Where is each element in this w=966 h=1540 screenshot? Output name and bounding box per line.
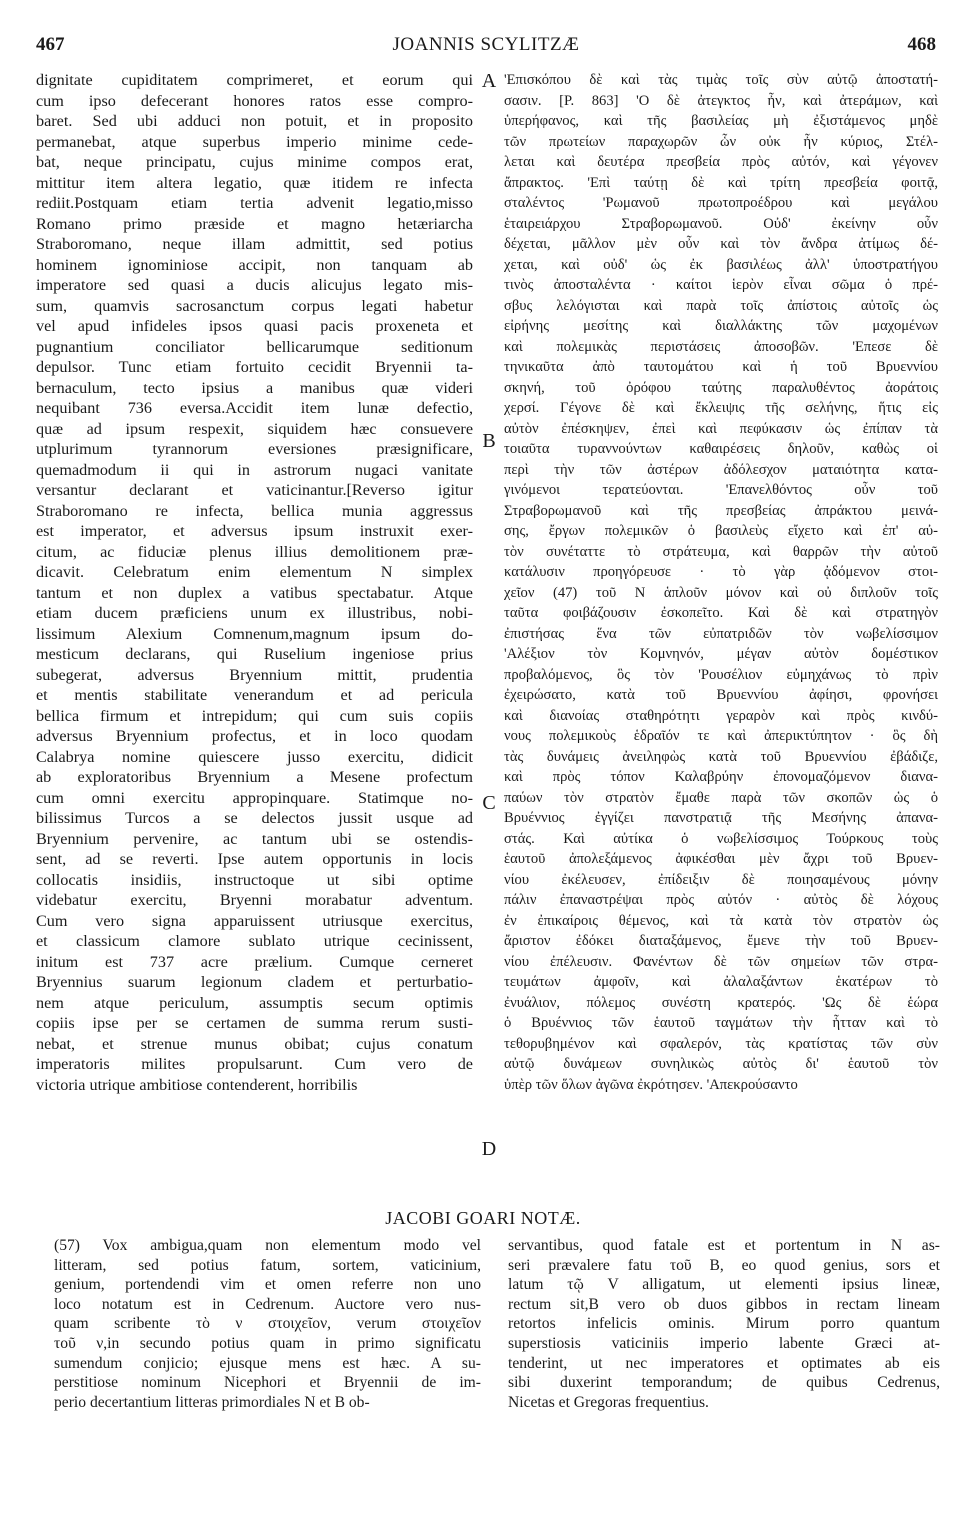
greek-text-line: εἰρήνης μεσίτης καὶ διαλλάκτης τῶν μαχομένων	[504, 318, 938, 334]
latin-text-line: bat, neque principatu, cujus minime compos erat,	[36, 153, 473, 171]
latin-text-line: subegerat, adversus Bryennium mittit, prudentia	[36, 665, 473, 684]
note-text-line: litteram, sed potius fatum, sortem, vaticinium,	[54, 1256, 481, 1274]
margin-letter-c: C	[482, 792, 496, 814]
greek-text-line: χεται, καὶ οὐδ' ὡς ἐκ βασιλέως ἀλλ' ὑποστρατήγου	[504, 256, 938, 273]
note-text-line: rectum sit,B vero ob duos gibbos in rectam lineam	[508, 1295, 940, 1313]
latin-text-line: Calabrya nomine quiescere jusso exercitu, didicit	[36, 747, 473, 766]
greek-text-line: αὐτὸν ἐπέσκηψεν, ἐπεὶ καὶ πεφύκασιν ὡς ἐπίπαν τὰ	[504, 420, 938, 437]
latin-text-line: initum est 737 acre prælium. Cumque cerneret	[36, 952, 473, 971]
greek-text-line: κατάλυσιν προηγόρευσε · τὸ γὰρ ᾀδόμενον στοι-	[504, 564, 938, 580]
latin-text-line: quæ ad ipsum respexit, siquidem hæc consuevere	[36, 419, 473, 438]
latin-text-line: sum, quamvis sacrosanctum corpus legati habetur	[36, 296, 473, 315]
latin-text-line: adversus Bryennium profectus, et in loco quodam	[36, 727, 473, 745]
greek-text-line: σης, ἔργων πολεμικῶν ὁ βασιλεὺς εἴχετο καὶ ἐπ' αὐ-	[504, 523, 938, 539]
greek-text-line: τὰς δυνάμεις ἀνειληφὼς κατὰ τοῦ Βρυεννίου ἐβάδιζε,	[504, 748, 938, 765]
note-text-line: sumendum conjicio; ejusque mens est hæc. A su-	[54, 1354, 481, 1372]
greek-text-line: τηνικαῦτα ἀπὸ ταυτομάτου καὶ ἡ τοῦ Βρυεννίου	[504, 359, 938, 375]
latin-text-line: nequibant 736 eversa.Accidit item lunæ defectio,	[36, 399, 473, 417]
greek-text-line: νίου ἐκέλευσεν, ἐπίδειξιν δὲ ποιησαμένους μόνην	[504, 871, 938, 888]
latin-text-line: et classicum clamore sublato utrique cecinissent,	[36, 932, 473, 950]
latin-text-line: dignitate cupiditatem comprimeret, et eorum qui	[36, 71, 473, 89]
latin-text-line: permanebat, atque superbus imperio minime cede-	[36, 132, 473, 151]
latin-text-line: Bryennius suarum legionum cladem et perturbatio-	[36, 973, 473, 991]
greek-text-line: σταλέντος 'Ρωμανοῦ πρωτοπροέδρου καὶ μεγάλου	[504, 195, 938, 211]
latin-text-line: etiam ducem præficiens unum ex illustribus, nobi-	[36, 604, 473, 622]
latin-text-line: tantum et non duplex a vatibus spectabatur. Atque	[36, 583, 473, 602]
greek-text-line: τὸν συνέταττε τὸ στράτευμα, καὶ θαρρῶν τὴν αὐτοῦ	[504, 543, 938, 560]
latin-text-line: cum ipso defecerant honores ratos esse compro-	[36, 91, 473, 110]
latin-text-line: mittitur item altera legatio, quæ itidem re infecta	[36, 173, 473, 192]
greek-text-line: καὶ πολεμικὰς περιστάσεις ἀποσοβῶν. 'Επεσε δὲ	[504, 338, 938, 355]
note-text-line: perstitiose nominum Nicephori et Bryennii de im-	[54, 1374, 481, 1392]
greek-text-line: τινὸς ἀποσταλέντα · καίτοι ἱερὸν εἶναι σῶμα ὁ πρέ-	[504, 277, 938, 293]
latin-text-line: victoria utrique ambitiose contenderent, horribilis	[36, 1075, 358, 1094]
greek-text-line: νους πολεμικοὺς ἑδραῖόν τε καὶ ἀπερικτύπητον · ὃς δὴ	[504, 728, 938, 744]
greek-text-line: πάλιν ἐπαναστρέψαι πρὸς αὐτόν · αὐτὸς δὲ λόχους	[504, 892, 938, 908]
margin-letter-d: D	[481, 1138, 497, 1160]
latin-text-line: Straboromano, neque illam admittit, sed potius	[36, 235, 473, 253]
latin-text-line: copiis ipse per se certamen de summa rerum susti-	[36, 1014, 473, 1032]
latin-text-line: citum, ac fiduciæ plenus illius demolitionem præ-	[36, 542, 473, 561]
note-text-line: seri prævalere fatu τοῦ Β, eo quod genius, sors et	[508, 1256, 940, 1274]
latin-text-line: rediit.Postquam etiam tertia advenit legatio,misso	[36, 194, 473, 212]
greek-text-line: γινόμενοι τερατεύονται. 'Επανελθόντος οὖν τοῦ	[504, 482, 938, 498]
latin-column	[36, 70, 473, 1095]
latin-text-line: Straboromano re infecta, bellica munia aggressus	[36, 501, 473, 520]
notes-left-column	[54, 1236, 481, 1412]
greek-text-line: 'Επισκόπου δὲ καὶ τὰς τιμὰς τοῖς σὺν αὐτῷ ἀποστατή-	[504, 72, 938, 88]
latin-text-line: nebat, et strenue munus obibat; cujus conatum	[36, 1034, 473, 1053]
note-text-line: latum τῷ V alligatum, ut elementi ipsius lineæ,	[508, 1276, 940, 1294]
notes-right-column	[508, 1236, 940, 1412]
greek-text-line: δέχεται, μᾶλλον μὲν οὖν καὶ τὸν ἄνδρα ἀτίμως δέ-	[504, 236, 938, 252]
notes-title: JACOBI GOARI NOTÆ.	[385, 1208, 581, 1228]
greek-text-line: χερσί. Γέγονε δὲ καὶ ἔκλειψις τῆς σελήνης, ἥτις εἰς	[504, 400, 938, 416]
running-title: JOANNIS SCYLITZÆ	[392, 34, 580, 55]
note-text-line: τοῦ ν,in secundo potius quam in primo significatu	[54, 1334, 481, 1352]
greek-text-line: Βρυέννιος ἐγγίζει πανστρατιᾷ τῆς Μεσήνης ἀπανα-	[504, 810, 938, 826]
latin-text-line: nem atque periculum, assumptis secum optimis	[36, 993, 473, 1012]
greek-text-line: σβυς λελόγισται καὶ παρὰ τοῖς ἀπίστοις αὐτοῖς ὡς	[504, 297, 938, 314]
latin-text-line: quemadmodum ii qui in astrorum nugaci vanitate	[36, 460, 473, 479]
note-text-line: retortos infelicis ominis. Mirum porro quantum	[508, 1315, 940, 1333]
greek-text-line: παύων τὸν στρατὸν ἔμαθε παρὰ τῶν σκοπῶν ὡς ὁ	[504, 789, 938, 806]
note-text-line: tenderint, ut nec imperatores et optimates ab eis	[508, 1354, 940, 1372]
note-text-line: sibi duxerint temporandum; de quibus Cedrenus,	[508, 1374, 940, 1392]
note-text-line: servantibus, quod fatale est et portentum in N as-	[508, 1237, 940, 1254]
greek-text-line: σκηνή, τοῦ ὀρόφου ταύτης παραλυθέντος ἀοράτοις	[504, 379, 938, 396]
margin-letter-b: B	[482, 430, 496, 452]
greek-text-line: χεῖον (47) τοῦ Ν ἁπλοῦν μόνον καὶ οὐ διπλοῦν τοῖς	[504, 584, 938, 601]
latin-text-line: bilissimus Turcos a se delectos jussit usque ad	[36, 809, 473, 827]
greek-text-line: 'Αλέξιον τὸν Κομνηνόν, μέγαν αὐτὸν δομέστικον	[504, 646, 938, 662]
greek-text-line: τεθορυβημένον καὶ σφαλερόν, τὰς κρατίστας τῶν σὺν	[504, 1035, 938, 1052]
note-text-line: loco notatum est in Cedrenum. Auctore vero nus-	[54, 1295, 481, 1313]
greek-text-line: ἄριστον ἐδόκει διαταξάμενος, ἔμενε τὴν τοῦ Βρυεν-	[504, 933, 938, 949]
margin-letter-a: A	[481, 70, 497, 92]
greek-text-line: ταῦτα φοιβάζουσιν ἐσκοπεῖτο. Καὶ δὲ καὶ στρατηγὸν	[504, 605, 938, 621]
greek-text-line: ἑταιρειάρχου Στραβορωμανοῦ. Οὐδ' ἐκείνην οὖν	[504, 215, 938, 232]
latin-text-line: hominem ignominiose accipit, non tanquam ab	[36, 255, 473, 274]
greek-text-line: ὑπὲρ τῶν ὅλων ἀγῶνα ἐκρότησεν. 'Απεκρούσαντο	[504, 1076, 798, 1093]
greek-text-line: ὁ Βρυέννιος τῶν ἑαυτοῦ ταγμάτων τὴν ἧτταν καὶ τὸ	[504, 1015, 938, 1031]
greek-text-line: ἑαυτοῦ ἀπολεξάμενος ἀφικέσθαι μὲν ἄχρι τοῦ Βρυεν-	[504, 851, 938, 867]
latin-text-line: mesticum declarans, qui Ruselium ingeniose prius	[36, 645, 473, 663]
greek-text-line: στάς. Καὶ αὐτίκα ὁ νωβελίσσιμος Τούρκους τοὺς	[504, 830, 938, 847]
greek-text-line: τοιαῦτα τυραννούντων καθαιρέσεις δηλοῦν, καθὼς οἱ	[504, 441, 938, 457]
greek-text-line: αὐτῷ δυνάμεων συνηλικὼς αὐτὸς δι' ἑαυτοῦ τὸν	[504, 1056, 938, 1072]
greek-text-line: ἐνυάλιον, πόλεμος συνέστη κρατερός. 'Ως δὲ ἑώρα	[504, 994, 938, 1011]
greek-text-line: ἐπιστήσας ἕνα τῶν εὐπατριδῶν τὸν νωβελίσσιμον	[504, 625, 938, 642]
greek-text-line: Στραβορωμανοῦ καὶ τῆς πρεσβείας ἀπράκτου μεινά-	[504, 502, 938, 519]
latin-text-line: Cum vero signa apparuissent utriusque exercitus,	[36, 911, 473, 930]
latin-text-line: bernaculum, tecto ipsius a manibus quæ videri	[36, 378, 473, 397]
greek-text-line: ὑπερήφανος, καὶ τῆς βασιλείας μὴ ἐξιστάμενος μηδὲ	[504, 113, 938, 129]
greek-text-line: σασιν. [P. 863] 'Ο δὲ ἀτεγκτος ἦν, καὶ ἀτεράμων, καὶ	[504, 92, 938, 109]
latin-text-line: pugnantium conciliator bellicarumque seditionum	[36, 337, 473, 356]
latin-text-line: depulsor. Tunc etiam fortuito cecidit Bryennii ta-	[36, 358, 473, 376]
latin-text-line: ab exploratoribus Bryennium a Mesene profectum	[36, 768, 473, 786]
greek-text-line: τευμάτων ἀμφοῖν, καὶ ἀλαλαξάντων ἑκατέρων τὸ	[504, 974, 938, 990]
latin-text-line: imperatoris milites propulsarunt. Cum vero de	[36, 1055, 473, 1073]
latin-text-line: est imperator, et adversus ipsum instruxit exer-	[36, 522, 473, 540]
greek-text-line: καὶ διανοίας σταθηρότητι γεραρὸν καὶ πρὸς κινδύ-	[504, 707, 938, 724]
latin-text-line: bellica firmum et intrepidum; qui cum suis copiis	[36, 706, 473, 725]
latin-text-line: lissimum Alexium Comnenum,magnum ipsum do-	[36, 624, 473, 643]
latin-text-line: collocatis insidiis, instructoque ut sibi optime	[36, 870, 473, 889]
latin-text-line: versantur declarant et vaticinantur.[Reverso igitur	[36, 481, 473, 499]
latin-text-line: Bryennium pervenire, ac tantum ubi se ostendis-	[36, 829, 473, 848]
latin-text-line: sent, ad se reverti. Ipse autem opportunis in locis	[36, 850, 473, 868]
note-text-line: genium, portendendi vim et omen referre non uno	[54, 1276, 481, 1294]
note-text-line: (57) Vox ambigua,quam non elementum modo vel	[54, 1237, 481, 1254]
latin-text-line: cum omni exercitu appropinquare. Statimque no-	[36, 788, 473, 807]
note-text-line: perio decertantium litteras primordiales N et B ob-	[54, 1393, 370, 1411]
greek-text-line: περὶ τὴν τῶν ἀστέρων ἀδόλεσχον ματαιότητα κατα-	[504, 461, 938, 478]
latin-text-line: dicavit. Celebratum enim elementum N simplex	[36, 563, 473, 581]
greek-text-line: ἐχειρώσατο, κατὰ τοῦ Βρυεννίου ἀφίησι, φρονήσει	[504, 687, 938, 703]
greek-text-line: προβαλόμενος, ὃς τὸν 'Ρουσέλιον εὐμηχάνως τὸ πρὶν	[504, 666, 938, 683]
latin-text-line: utplurimum tyrannorum eversiones præsignificare,	[36, 440, 473, 458]
greek-text-line: τῶν πρωτείων παραχωρῶν ὧν οὐκ ἦν κύριος, Στέλ-	[504, 133, 938, 150]
page-number-left: 467	[36, 34, 65, 55]
latin-text-line: et mentis stabilitate venerandum et ad pericula	[36, 686, 473, 704]
greek-text-line: λεται καὶ δευτέρα πρεσβεία πρὸς αὐτόν, καὶ γέγονεν	[504, 154, 938, 170]
greek-text-line: καὶ πρὸς τόπον Καλαβρύην ἐπονομαζόμενον διανα-	[504, 769, 938, 785]
latin-text-line: baret. Sed ubi adduci non potuit, et in proposito	[36, 112, 473, 130]
latin-text-line: videbatur exercitu, Bryenni morabatur adventum.	[36, 891, 473, 909]
greek-text-line: ἄπρακτος. 'Επὶ ταύτῃ δὲ καὶ τρίτη πρεσβεία φοιτᾷ,	[504, 174, 938, 191]
note-text-line: superstiosis vaticiniis imperio labente Græci at-	[508, 1334, 940, 1352]
greek-column	[504, 70, 938, 1095]
latin-text-line: imperatore sed quasi a ducis alicujus legato mis-	[36, 276, 473, 294]
latin-text-line: vel apud infideles ipsos quasi pacis proxeneta et	[36, 317, 473, 335]
greek-text-line: νίου ἐπέλευσιν. Φανέντων δὲ τῶν σημείων τῶν στρα-	[504, 953, 938, 970]
note-text-line: Nicetas et Gregoras frequentius.	[508, 1393, 709, 1411]
page-number-right: 468	[907, 34, 936, 55]
running-header	[36, 34, 936, 58]
greek-text-line: ἐν ἐπικαίροις θέμενος, καὶ τὰ κατὰ τὸν στρατὸν ὡς	[504, 912, 938, 929]
note-text-line: quam scribente τὸ ν στοιχεῖον, verum στοιχεῖον	[54, 1315, 481, 1333]
latin-text-line: Romano primo præside et magno hetæriarcha	[36, 214, 473, 233]
